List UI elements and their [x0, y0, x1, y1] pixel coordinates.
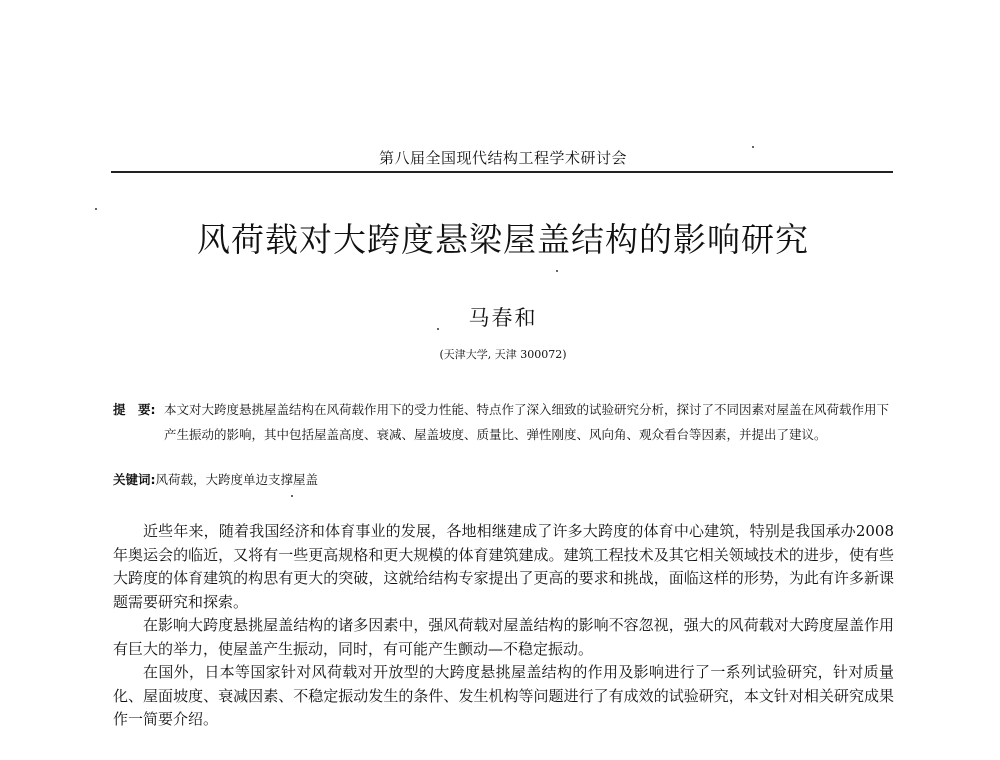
scan-speck [752, 146, 754, 148]
abstract-label: 提 要: [113, 402, 156, 417]
scan-speck [291, 495, 293, 497]
paper-title: 风荷载对大跨度悬梁屋盖结构的影响研究 [197, 220, 809, 259]
abstract-block [113, 397, 895, 447]
scan-speck [556, 270, 558, 272]
abstract-text: 本文对大跨度悬挑屋盖结构在风荷载作用下的受力性能、特点作了深入细致的试验研究分析，探讨了不同因素对屋盖在风荷载作用下产生振动的影响，其中包括屋盖高度、衰减、屋盖坡度、质量比、弹性刚度、风向角、观众看台等因素，并提出了建议。 [164, 402, 890, 442]
body-text [113, 520, 894, 732]
keywords-label: 关键词: [113, 472, 156, 487]
header-rule [111, 171, 893, 173]
author-affiliation: (天津大学, 天津 300072) [439, 348, 567, 361]
keywords-text: 风荷载，大跨度单边支撑屋盖 [155, 472, 319, 487]
scan-speck [95, 208, 97, 210]
body-paragraph: 在国外，日本等国家针对风荷载对开放型的大跨度悬挑屋盖结构的作用及影响进行了一系列试验研究，针对质量化、屋面坡度、衰减因素、不稳定振动发生的条件、发生机构等问题进行了有成效的试验研究，本文针对相关研究成果作一简要介绍。 [113, 663, 894, 728]
body-paragraph: 近些年来，随着我国经济和体育事业的发展，各地相继建成了许多大跨度的体育中心建筑，特别是我国承办2008 年奥运会的临近，又将有一些更高规格和更大规模的体育建筑建成。建筑工程技术及其它相关领域技术的进步，使有些大跨度的体育建筑的构思有更大的突破，这就给结构专家提出了更高的要求和挑战，面临这样的形势，为此有许多新课题需要研究和探索。 [113, 522, 894, 611]
author-name: 马春和 [468, 306, 538, 330]
body-paragraph: 在影响大跨度悬挑屋盖结构的诸多因素中，强风荷载对屋盖结构的影响不容忽视，强大的风荷载对大跨度屋盖作用有巨大的举力，使屋盖产生振动，同时，有可能产生颤动—不稳定振动。 [113, 616, 894, 658]
scan-speck [437, 328, 439, 330]
keywords-block [113, 470, 895, 490]
running-header: 第八届全国现代结构工程学术研讨会 [378, 149, 627, 167]
